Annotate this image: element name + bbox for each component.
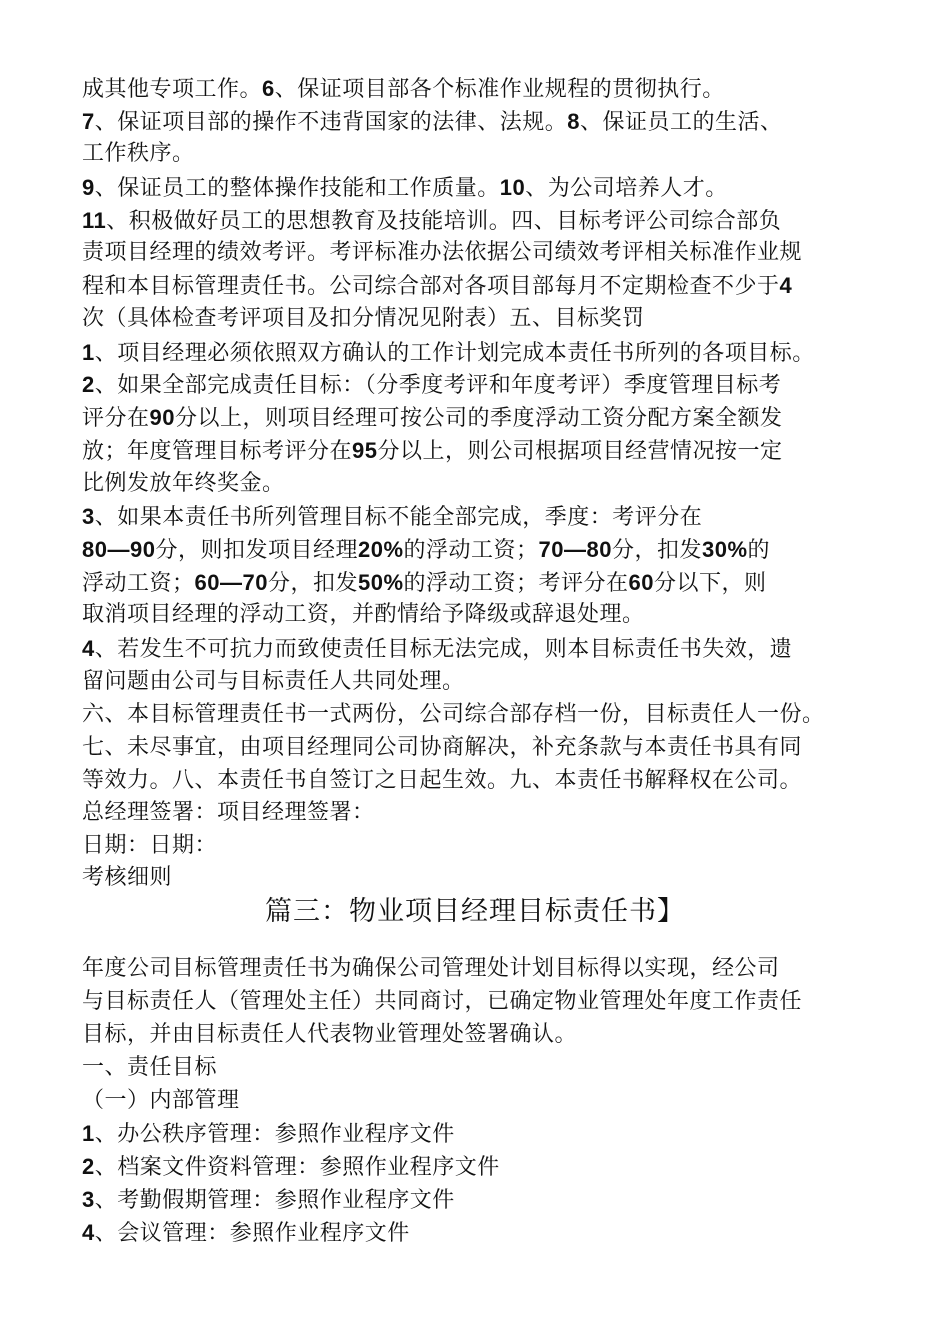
text-line: 目标，并由目标责任人代表物业管理处签署确认。 [82,1022,578,1047]
section-title: 篇三：物业项目经理目标责任书】 [265,896,685,927]
text-line: 日期：日期： [82,833,218,858]
text-line: 总经理签署：项目经理签署： [82,800,375,825]
text-line: 2、档案文件资料管理：参照作业程序文件 [82,1154,500,1180]
text-line: 七、未尽事宜，由项目经理同公司协商解决，补充条款与本责任书具有同 [82,735,803,760]
text-line: 3、考勤假期管理：参照作业程序文件 [82,1187,455,1213]
text-line: 程和本目标管理责任书。公司综合部对各项目部每月不定期检查不少于4 [82,273,793,299]
text-line: 年度公司目标管理责任书为确保公司管理处计划目标得以实现，经公司 [82,956,780,981]
text-line: 成其他专项工作。6、保证项目部各个标准作业规程的贯彻执行。 [82,76,725,102]
text-line: 工作秩序。 [82,141,195,166]
text-line: 取消项目经理的浮动工资，并酌情给予降级或辞退处理。 [82,602,645,627]
text-line: 留问题由公司与目标责任人共同处理。 [82,669,465,694]
text-line: 浮动工资；60—70分，扣发50%的浮动工资；考评分在60分以下，则 [82,570,767,596]
text-line: 4、会议管理：参照作业程序文件 [82,1220,410,1246]
text-line: 六、本目标管理责任书一式两份，公司综合部存档一份，目标责任人一份。 [82,702,825,727]
text-line: 一、责任目标 [82,1055,218,1080]
text-line: 评分在90分以上，则项目经理可按公司的季度浮动工资分配方案全额发 [82,405,783,431]
text-line: 放；年度管理目标考评分在95分以上，则公司根据项目经营情况按一定 [82,438,783,464]
text-line: 考核细则 [82,865,173,890]
text-line: 9、保证员工的整体操作技能和工作质量。10、为公司培养人才。 [82,175,728,201]
text-line: 80—90分，则扣发项目经理20%的浮动工资；70—80分，扣发30%的 [82,537,771,563]
text-line: （一）内部管理 [82,1088,240,1113]
text-line: 4、若发生不可抗力而致使责任目标无法完成，则本目标责任书失效，遗 [82,636,793,662]
text-line: 1、项目经理必须依照双方确认的工作计划完成本责任书所列的各项目标。 [82,340,815,366]
text-line: 2、如果全部完成责任目标：（分季度考评和年度考评）季度管理目标考 [82,372,782,398]
text-line: 11、积极做好员工的思想教育及技能培训。四、目标考评公司综合部负 [82,208,782,234]
text-line: 与目标责任人（管理处主任）共同商讨，已确定物业管理处年度工作责任 [82,989,803,1014]
text-line: 比例发放年终奖金。 [82,471,285,496]
text-line: 次（具体检查考评项目及扣分情况见附表）五、目标奖罚 [82,306,645,331]
text-line: 3、如果本责任书所列管理目标不能全部完成，季度：考评分在 [82,504,703,530]
text-line: 7、保证项目部的操作不违背国家的法律、法规。8、保证员工的生活、 [82,109,783,135]
text-line: 1、办公秩序管理：参照作业程序文件 [82,1121,455,1147]
text-line: 责项目经理的绩效考评。考评标准办法依据公司绩效考评相关标准作业规 [82,240,803,265]
text-line: 等效力。八、本责任书自签订之日起生效。九、本责任书解释权在公司。 [82,768,803,793]
